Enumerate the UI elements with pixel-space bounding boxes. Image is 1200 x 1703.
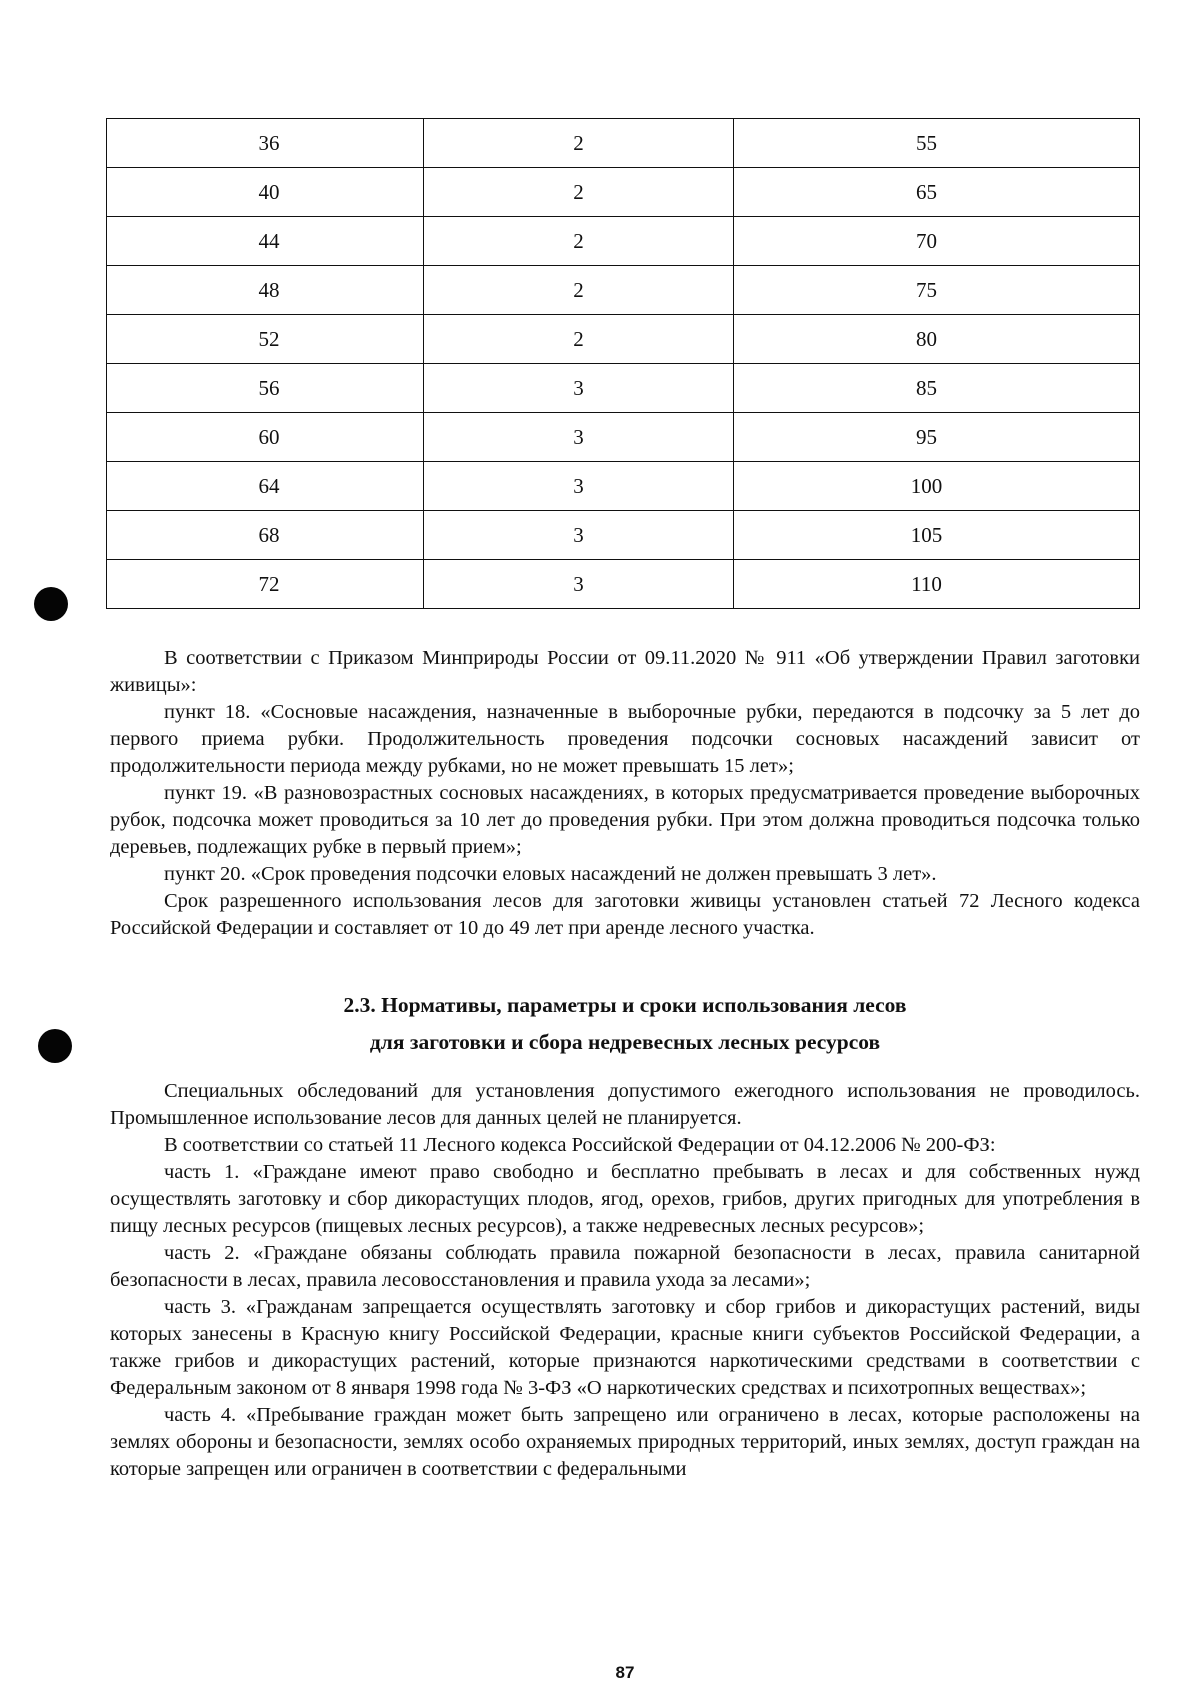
paragraph: В соответствии с Приказом Минприроды России от 09.11.2020 № 911 «Об утверждении Правил заготовки живицы»: [110, 647, 1140, 696]
paragraph: Специальных обследований для установления допустимого ежегодного использования не проводилось. Промышленное использование лесов для данных целей не планируется. [110, 1080, 1140, 1129]
paragraph: часть 2. «Граждане обязаны соблюдать правила пожарной безопасности в лесах, правила санитарной безопасности в лесах, правила лесовосстановления и правила ухода за лесами»; [110, 1242, 1140, 1291]
table-cell: 2 [424, 315, 734, 364]
section-heading [110, 987, 1140, 1061]
paragraph: часть 4. «Пребывание граждан может быть запрещено или ограничено в лесах, которые расположены на землях обороны и безопасности, землях особо охраняемых природных территорий, иных землях, доступ граждан на которые запрещен или ограничен в соответствии с федеральными [110, 1404, 1140, 1480]
table-cell: 70 [734, 217, 1140, 266]
table-cell: 3 [424, 413, 734, 462]
table-cell: 85 [734, 364, 1140, 413]
table-row [107, 217, 1140, 266]
section-text [110, 1078, 1140, 1483]
paragraph: часть 1. «Граждане имеют право свободно и бесплатно пребывать в лесах и для собственных нужд осуществлять заготовку и сбор дикорастущих плодов, ягод, орехов, грибов, других пригодных для употребления в пищу лесных ресурсов (пищевых лесных ресурсов), а также недревесных лесных ресурсов»; [110, 1161, 1140, 1237]
table-cell: 110 [734, 560, 1140, 609]
table-cell: 68 [107, 511, 424, 560]
table-cell: 44 [107, 217, 424, 266]
paragraph: Срок разрешенного использования лесов для заготовки живицы установлен статьей 72 Лесного кодекса Российской Федерации и составляет от 10 до 49 лет при аренде лесного участка. [110, 890, 1140, 939]
table-cell: 2 [424, 119, 734, 168]
table-row [107, 560, 1140, 609]
table-row [107, 266, 1140, 315]
paragraph: пункт 19. «В разновозрастных сосновых насаждениях, в которых предусматривается проведение выборочных рубок, подсочка может проводиться за 10 лет до проведения рубки. При этом должна проводиться подсочка только деревьев, подлежащих рубке в первый прием»; [110, 782, 1140, 858]
table-cell: 60 [107, 413, 424, 462]
table-cell: 56 [107, 364, 424, 413]
table-cell: 2 [424, 168, 734, 217]
table-cell: 3 [424, 560, 734, 609]
table-row [107, 511, 1140, 560]
table-body [107, 119, 1140, 609]
table-row [107, 364, 1140, 413]
table-cell: 3 [424, 462, 734, 511]
table-cell: 2 [424, 266, 734, 315]
data-table [106, 118, 1140, 609]
table-row [107, 315, 1140, 364]
table-cell: 95 [734, 413, 1140, 462]
section-text [110, 645, 1140, 942]
paragraph: пункт 18. «Сосновые насаждения, назначенные в выборочные рубки, передаются в подсочку за 5 лет до первого приема рубки. Продолжительность проведения подсочки сосновых насаждений зависит от продолжительности периода между рубками, но не может превышать 15 лет»; [110, 701, 1140, 777]
paragraph: часть 3. «Гражданам запрещается осуществлять заготовку и сбор грибов и дикорастущих растений, виды которых занесены в Красную книгу Российской Федерации, красные книги субъектов Российской Федерации, а также грибов и дикорастущих растений, которые признаются наркотическими средствами в соответствии с Федеральным законом от 8 января 1998 года № 3-ФЗ «О наркотических средствах и психотропных веществах»; [110, 1296, 1140, 1399]
table-row [107, 413, 1140, 462]
table-cell: 48 [107, 266, 424, 315]
table-cell: 80 [734, 315, 1140, 364]
table-cell: 64 [107, 462, 424, 511]
heading-line: для заготовки и сбора недревесных лесных ресурсов [369, 1030, 881, 1054]
table-cell: 105 [734, 511, 1140, 560]
punch-hole-mark [38, 1029, 72, 1063]
table-cell: 65 [734, 168, 1140, 217]
page-number: 87 [615, 1663, 635, 1682]
table-cell: 55 [734, 119, 1140, 168]
table-row [107, 119, 1140, 168]
table-cell: 72 [107, 560, 424, 609]
punch-hole-mark [34, 587, 68, 621]
paragraph: пункт 20. «Срок проведения подсочки еловых насаждений не должен превышать 3 лет». [164, 863, 937, 885]
table-row [107, 462, 1140, 511]
table-cell: 3 [424, 364, 734, 413]
table-cell: 100 [734, 462, 1140, 511]
heading-line: 2.3. Нормативы, параметры и сроки использования лесов [343, 993, 907, 1017]
table-cell: 2 [424, 217, 734, 266]
table-cell: 52 [107, 315, 424, 364]
table-cell: 3 [424, 511, 734, 560]
table-cell: 40 [107, 168, 424, 217]
table-cell: 75 [734, 266, 1140, 315]
table-cell: 36 [107, 119, 424, 168]
table-row [107, 168, 1140, 217]
paragraph: В соответствии со статьей 11 Лесного кодекса Российской Федерации от 04.12.2006 № 200-ФЗ: [164, 1134, 996, 1156]
